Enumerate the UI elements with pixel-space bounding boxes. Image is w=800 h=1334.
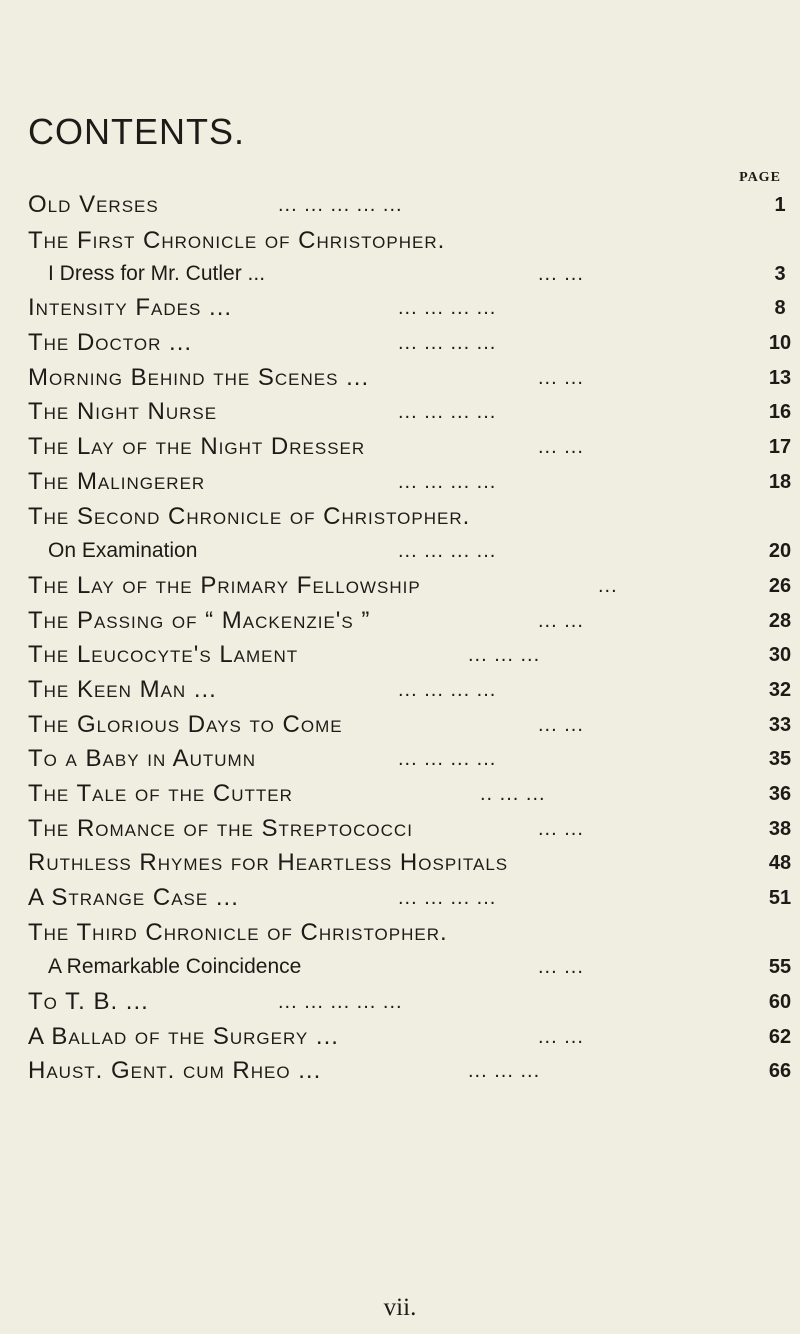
page-column-label: PAGE bbox=[739, 170, 781, 185]
entry-title: The Romance of the Streptococci bbox=[28, 815, 413, 842]
entry-title: To a Baby in Autumn bbox=[28, 745, 256, 772]
page-folio: vii. bbox=[383, 1294, 417, 1321]
page-number: 3 bbox=[774, 263, 786, 285]
dot-leader: ... ... ... ... bbox=[398, 297, 497, 319]
page-number: 26 bbox=[768, 575, 792, 597]
entry-title: Ruthless Rhymes for Heartless Hospitals bbox=[28, 849, 509, 876]
page-number: 51 bbox=[768, 887, 792, 909]
page-number: 13 bbox=[768, 367, 792, 389]
page-number: 48 bbox=[768, 852, 792, 874]
page-number: 8 bbox=[774, 297, 786, 319]
dot-leader: ... bbox=[598, 575, 618, 597]
dot-leader: ... ... bbox=[538, 367, 584, 389]
page-number: 17 bbox=[768, 436, 792, 458]
entry-title: The First Chronicle of Christopher. bbox=[28, 227, 446, 254]
dot-leader: ... ... bbox=[538, 956, 584, 978]
entry-title: Haust. Gent. cum Rheo ... bbox=[28, 1057, 322, 1084]
page-number: 32 bbox=[768, 679, 792, 701]
dot-leader: ... ... ... bbox=[468, 644, 541, 666]
dot-leader: ... ... ... bbox=[468, 1060, 541, 1082]
entry-title: The Tale of the Cutter bbox=[28, 780, 293, 807]
page-number: 33 bbox=[768, 714, 792, 736]
page-number: 10 bbox=[768, 332, 792, 354]
dot-leader: ... ... ... ... bbox=[398, 401, 497, 423]
entry-subtitle: On Examination bbox=[48, 539, 198, 562]
entry-title: The Glorious Days to Come bbox=[28, 711, 343, 738]
dot-leader: .. ... ... bbox=[480, 783, 546, 805]
page-number: 36 bbox=[768, 783, 792, 805]
page-number: 38 bbox=[768, 818, 792, 840]
entry-title: A Strange Case ... bbox=[28, 884, 239, 911]
page-number: 35 bbox=[768, 748, 792, 770]
entry-title: Morning Behind the Scenes ... bbox=[28, 364, 370, 391]
page-number: 28 bbox=[768, 610, 792, 632]
entry-title: The Lay of the Night Dresser bbox=[28, 433, 366, 460]
dot-leader: ... ... ... ... bbox=[398, 887, 497, 909]
dot-leader: ... ... ... ... bbox=[398, 332, 497, 354]
page-number: 1 bbox=[774, 194, 786, 216]
dot-leader: ... ... ... ... bbox=[398, 748, 497, 770]
page-number: 20 bbox=[768, 540, 792, 562]
dot-leader: ... ... bbox=[538, 263, 584, 285]
dot-leader: ... ... bbox=[538, 818, 584, 840]
dot-leader: ... ... ... ... bbox=[398, 679, 497, 701]
entry-title: The Passing of “ Mackenzie's ” bbox=[28, 607, 371, 634]
entry-title: Intensity Fades ... bbox=[28, 294, 233, 321]
entry-title: The Night Nurse bbox=[28, 398, 218, 425]
dot-leader: ... ... ... ... bbox=[398, 471, 497, 493]
entry-title: Old Verses bbox=[28, 191, 159, 218]
dot-leader: ... ... ... ... ... bbox=[278, 194, 403, 216]
page-number: 66 bbox=[768, 1060, 792, 1082]
page-number: 55 bbox=[768, 956, 792, 978]
entry-title: The Lay of the Primary Fellowship bbox=[28, 572, 421, 599]
page-number: 62 bbox=[768, 1026, 792, 1048]
entry-title: The Keen Man ... bbox=[28, 676, 217, 703]
dot-leader: ... ... ... ... bbox=[398, 540, 497, 562]
entry-title: The Third Chronicle of Christopher. bbox=[28, 919, 448, 946]
page-number: 30 bbox=[768, 644, 792, 666]
page-title: CONTENTS. bbox=[28, 111, 246, 152]
dot-leader: ... ... bbox=[538, 436, 584, 458]
dot-leader: ... ... bbox=[538, 610, 584, 632]
dot-leader: ... ... bbox=[538, 1026, 584, 1048]
page-number: 18 bbox=[768, 471, 792, 493]
entry-title: The Leucocyte's Lament bbox=[28, 641, 299, 668]
entry-subtitle: A Remarkable Coincidence bbox=[48, 955, 302, 978]
dot-leader: ... ... ... ... ... bbox=[278, 991, 403, 1013]
entry-title: The Doctor ... bbox=[28, 329, 193, 356]
dot-leader: ... ... bbox=[538, 714, 584, 736]
page-number: 16 bbox=[768, 401, 792, 423]
entry-title: The Malingerer bbox=[28, 468, 206, 495]
entry-title: To T. B. ... bbox=[28, 988, 149, 1015]
page-number: 60 bbox=[768, 991, 792, 1013]
entry-subtitle: I Dress for Mr. Cutler ... bbox=[48, 262, 266, 285]
entry-title: The Second Chronicle of Christopher. bbox=[28, 503, 471, 530]
entry-title: A Ballad of the Surgery ... bbox=[28, 1023, 339, 1050]
